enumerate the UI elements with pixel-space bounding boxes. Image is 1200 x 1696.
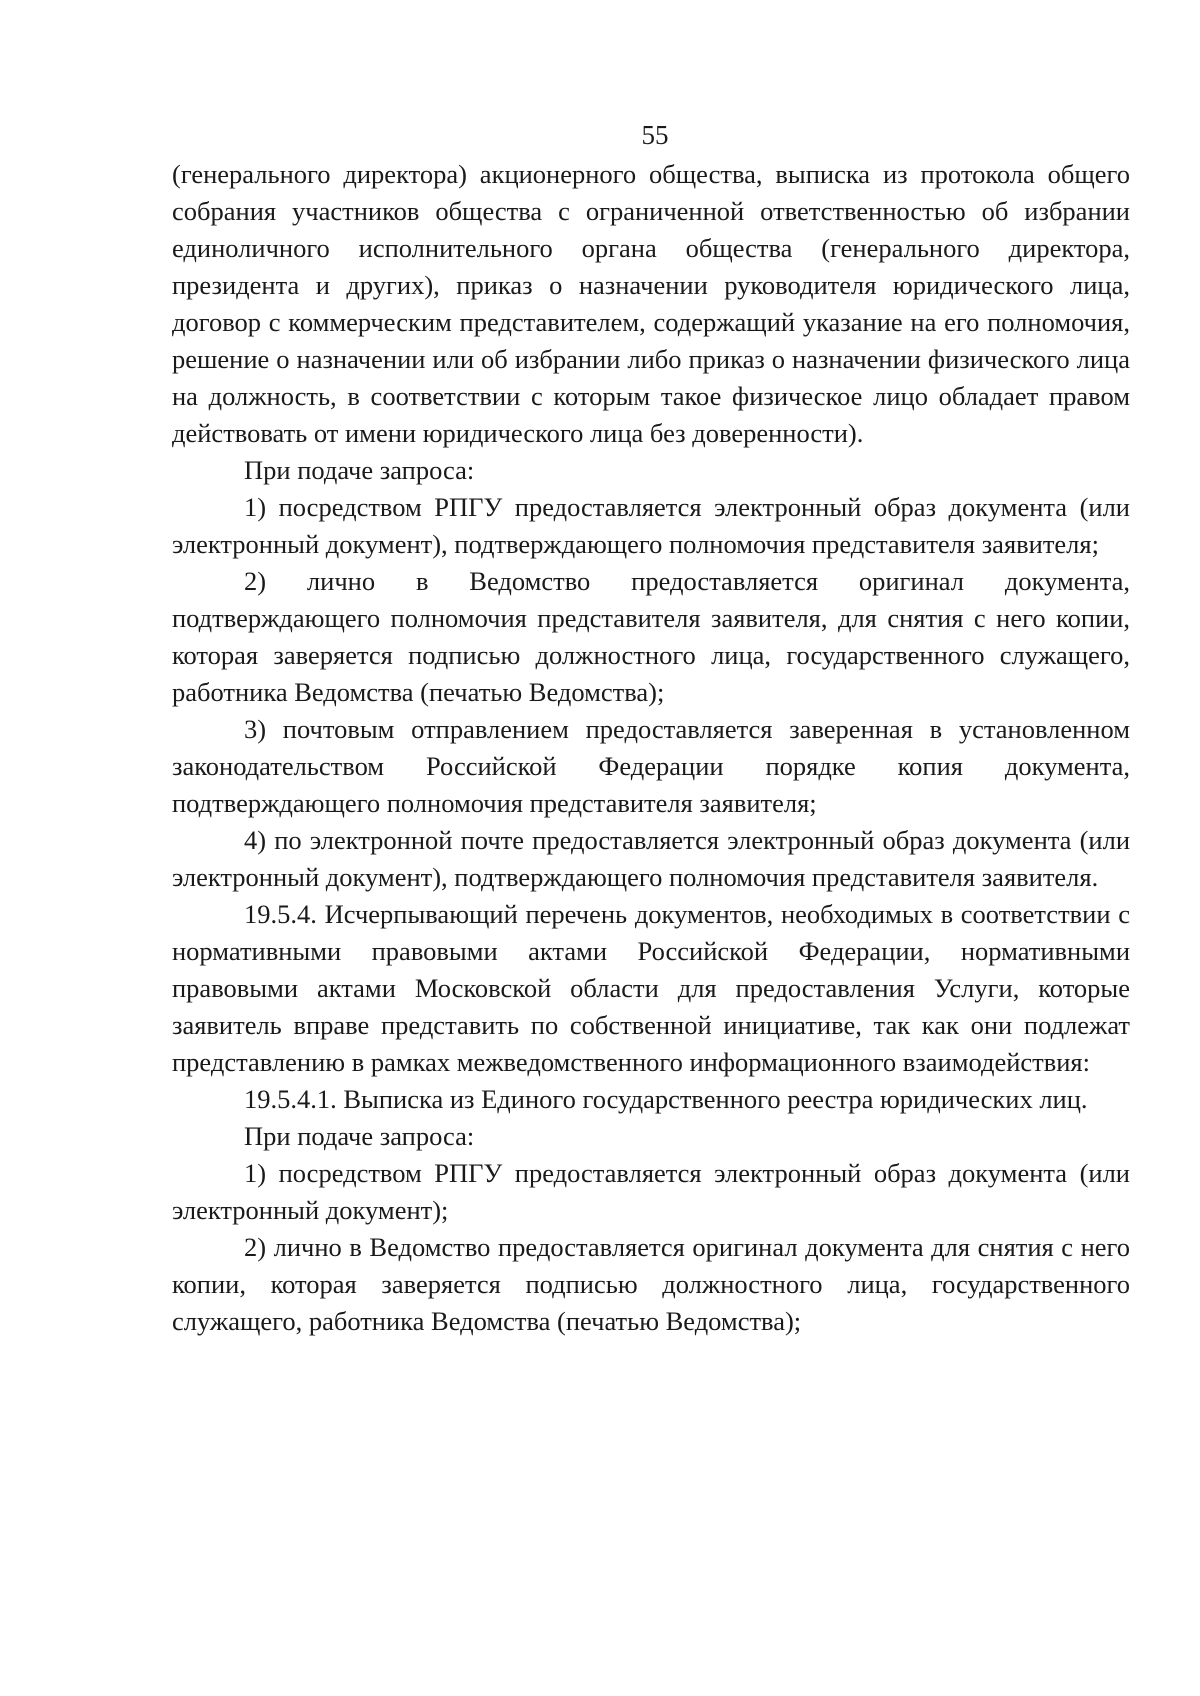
paragraph: 2) лично в Ведомство предоставляется оригинал документа для снятия с него копии, которая заверяется подписью должностного лица, государственного служащего, работника Ведомства (печатью Ведомства); (172, 1232, 1130, 1336)
paragraph: 4) по электронной почте предоставляется электронный образ документа (или электронный документ), подтверждающего полномочия представителя заявителя. (172, 825, 1130, 892)
paragraph: 2) лично в Ведомство предоставляется оригинал документа, подтверждающего полномочия представителя заявителя, для снятия с него копии, которая заверяется подписью должностного лица, государственного служащего, работника Ведомства (печатью Ведомства); (172, 566, 1130, 707)
paragraph: 3) почтовым отправлением предоставляется заверенная в установленном законодательством Российской Федерации порядке копия документа, подтверждающего полномочия представителя заявителя; (172, 714, 1130, 818)
paragraph: 19.5.4. Исчерпывающий перечень документов, необходимых в соответствии с нормативными правовыми актами Российской Федерации, нормативными правовыми актами Московской области для предоставления Услуги, которые заявитель вправе представить по собственной инициативе, так как они подлежат представлению в рамках межведомственного информационного взаимодействия: (172, 899, 1130, 1077)
document-page (172, 118, 1130, 1340)
page-number: 55 (641, 120, 669, 150)
paragraph: При подаче запроса: (244, 455, 475, 485)
paragraph: 1) посредством РПГУ предоставляется электронный образ документа (или электронный документ); (172, 1158, 1130, 1225)
paragraph: 1) посредством РПГУ предоставляется электронный образ документа (или электронный документ), подтверждающего полномочия представителя заявителя; (172, 492, 1130, 559)
paragraph: 19.5.4.1. Выписка из Единого государственного реестра юридических лиц. (244, 1084, 1088, 1114)
paragraph: (генерального директора) акционерного общества, выписка из протокола общего собрания участников общества с ограниченной ответственностью об избрании единоличного исполнительного органа общества (генерального директора, президента и других), приказ о назначении руководителя юридического лица, договор с коммерческим представителем, содержащий указание на его полномочия, решение о назначении или об избрании либо приказ о назначении физического лица на должность, в соответствии с которым такое физическое лицо обладает правом действовать от имени юридического лица без доверенности). (172, 159, 1130, 448)
paragraph: При подаче запроса: (244, 1121, 475, 1151)
